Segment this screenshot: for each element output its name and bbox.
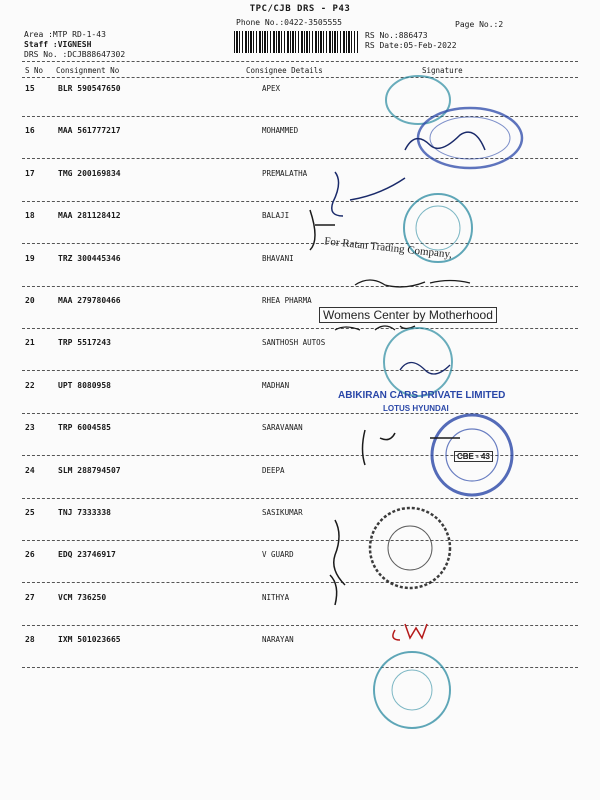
industries-stamp — [370, 508, 450, 588]
row-consignee: SANTHOSH AUTOS — [262, 338, 326, 347]
row-divider — [22, 328, 578, 329]
row-divider — [22, 116, 578, 117]
table-row — [0, 593, 600, 603]
row-divider — [22, 413, 578, 414]
row-sno: 19 — [25, 254, 35, 263]
row-consignment: MAA 279780466 — [58, 296, 121, 305]
narayan-stamp — [374, 652, 450, 728]
row-consignee: APEX — [262, 84, 281, 93]
table-row — [0, 84, 600, 94]
drs-number: DRS No. :DCJB88647302 — [24, 50, 126, 59]
table-row — [0, 338, 600, 348]
signature-21 — [400, 363, 450, 375]
col-sno: S No — [25, 66, 44, 75]
page-number: Page No.:2 — [455, 20, 504, 29]
row-consignment: IXM 501023665 — [58, 635, 121, 644]
row-sno: 16 — [25, 126, 35, 135]
table-row — [0, 508, 600, 518]
row-sno: 15 — [25, 84, 35, 93]
row-consignment: TMG 200169834 — [58, 169, 121, 178]
cbe-stamp-text: CBE - 43 — [454, 451, 493, 462]
col-consignee: Consignee Details — [246, 66, 323, 75]
row-sno: 18 — [25, 211, 35, 220]
womens-center-stamp-text: Womens Center by Motherhood — [319, 307, 497, 323]
row-consignment: VCM 736250 — [58, 593, 107, 602]
row-sno: 26 — [25, 550, 35, 559]
row-consignee: MADHAN — [262, 381, 290, 390]
row-divider — [22, 286, 578, 287]
row-sno: 17 — [25, 169, 35, 178]
row-sno: 21 — [25, 338, 35, 347]
table-row — [0, 381, 600, 391]
col-signature: Signature — [422, 66, 463, 75]
barcode — [234, 31, 358, 53]
row-consignment: TNJ 7333338 — [58, 508, 111, 517]
table-row — [0, 126, 600, 136]
col-consignment: Consignment No — [56, 66, 120, 75]
column-divider — [22, 77, 578, 78]
row-sno: 28 — [25, 635, 35, 644]
row-consignee: BHAVANI — [262, 254, 294, 263]
row-divider — [22, 201, 578, 202]
rs-date: RS Date:05-Feb-2022 — [365, 41, 457, 50]
row-divider — [22, 455, 578, 456]
row-consignment: MAA 561777217 — [58, 126, 121, 135]
table-row — [0, 254, 600, 264]
row-divider — [22, 582, 578, 583]
row-consignment: TRP 6004585 — [58, 423, 111, 432]
header-divider — [22, 61, 578, 62]
row-divider — [22, 540, 578, 541]
rs-number: RS No.:886473 — [365, 31, 428, 40]
table-row — [0, 423, 600, 433]
row-consignment: TRP 5517243 — [58, 338, 111, 347]
row-consignment: SLM 288794507 — [58, 466, 121, 475]
row-divider — [22, 370, 578, 371]
table-row — [0, 169, 600, 179]
row-consignee: RHEA PHARMA — [262, 296, 312, 305]
abikiran-stamp-text: ABIKIRAN CARS PRIVATE LIMITED — [338, 390, 506, 401]
row-divider — [22, 667, 578, 668]
row-consignment: UPT 8080958 — [58, 381, 111, 390]
phone-number: Phone No.:0422-3505555 — [236, 18, 342, 27]
staff-label: Staff :VIGNESH — [24, 40, 92, 49]
row-consignment: TRZ 300445346 — [58, 254, 121, 263]
row-sno: 23 — [25, 423, 35, 432]
table-row — [0, 466, 600, 476]
row-consignee: MOHAMMED — [262, 126, 299, 135]
table-row — [0, 211, 600, 221]
area-label: Area :MTP RD-1-43 — [24, 30, 106, 39]
row-divider — [22, 243, 578, 244]
row-sno: 22 — [25, 381, 35, 390]
row-divider — [22, 625, 578, 626]
table-row — [0, 635, 600, 645]
row-sno: 27 — [25, 593, 35, 602]
motors-stamp — [418, 108, 522, 168]
row-consignee: DEEPA — [262, 466, 285, 475]
row-consignee: PREMALATHA — [262, 169, 308, 178]
table-row — [0, 550, 600, 560]
row-divider — [22, 498, 578, 499]
row-consignee: SASIKUMAR — [262, 508, 303, 517]
row-consignee: BALAJI — [262, 211, 290, 220]
ratan-stamp-text: For Ratan Trading Company, — [323, 235, 453, 261]
row-divider — [22, 158, 578, 159]
row-consignee: V GUARD — [262, 550, 294, 559]
table-row — [0, 296, 600, 306]
lotus-stamp-text: LOTUS HYUNDAI — [383, 404, 449, 413]
row-consignee: NARAYAN — [262, 635, 294, 644]
row-sno: 20 — [25, 296, 35, 305]
row-consignment: MAA 281128412 — [58, 211, 121, 220]
row-consignment: EDQ 23746917 — [58, 550, 116, 559]
row-sno: 25 — [25, 508, 35, 517]
row-consignee: SARAVANAN — [262, 423, 303, 432]
row-consignee: NITHYA — [262, 593, 290, 602]
sheet-title: TPC/CJB DRS - P43 — [249, 4, 351, 14]
row-sno: 24 — [25, 466, 35, 475]
row-consignment: BLR 590547650 — [58, 84, 121, 93]
